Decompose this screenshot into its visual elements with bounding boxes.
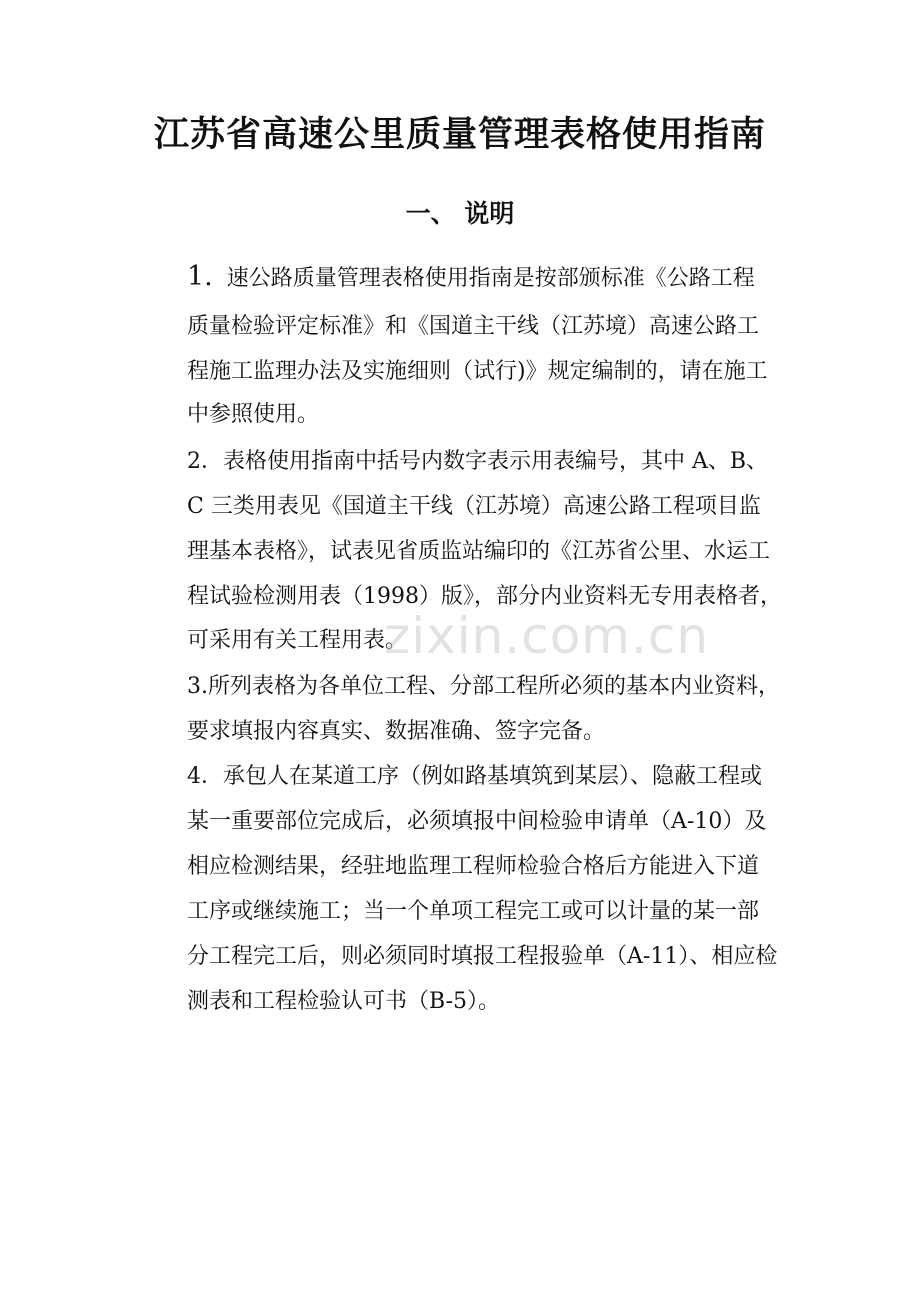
item1-line-4: 中参照使用。 (187, 402, 320, 427)
item2-line-5: 可采用有关工程用表。 (187, 628, 408, 653)
item2-line-3: 理基本表格》，试表见省质监站编印的《江苏省公里、水运工 (187, 539, 771, 564)
item4-line-6: 测表和工程检验认可书（B-5）。 (187, 989, 501, 1014)
item1-line-1: 1. 速公路质量管理表格使用指南是按部颁标准《公路工程 (187, 261, 755, 292)
item1-line-3: 程施工监理办法及实施细则（试行)》规定编制的，请在施工 (187, 359, 768, 384)
item1-number: 1. (187, 261, 213, 292)
section-heading: 一、 说明 (405, 199, 515, 228)
item2-line-4: 程试验检测用表（1998）版》，部分内业资料无专用表格者， (187, 584, 782, 609)
item4-line-5: 分工程完工后，则必须同时填报工程报验单（A-11）、相应检 (187, 944, 778, 969)
item2-line-1: 2．表格使用指南中括号内数字表示用表编号，其中 A、B、 (187, 449, 769, 474)
watermark: zixin.com.cn (384, 607, 710, 665)
item4-line-2: 某一重要部位完成后，必须填报中间检验申请单（A-10）及 (187, 809, 767, 834)
item3-line-2: 要求填报内容真实、数据准确、签字完备。 (187, 719, 606, 744)
item4-line-4: 工序或继续施工；当一个单项工程完工或可以计量的某一部 (187, 899, 760, 924)
document-title: 江苏省高速公里质量管理表格使用指南 (153, 114, 766, 155)
item2-line-2: C 三类用表见《国道主干线（江苏境）高速公路工程项目监 (187, 494, 761, 519)
item3-line-1: 3.所列表格为各单位工程、分部工程所必须的基本内业资料， (187, 674, 780, 699)
item4-line-3: 相应检测结果，经驻地监理工程师检验合格后方能进入下道 (187, 854, 760, 879)
item4-line-1: 4．承包人在某道工序（例如路基填筑到某层）、隐蔽工程或 (187, 764, 762, 789)
item1-line-2: 质量检验评定标准》和《国道主干线（江苏境）高速公路工 (187, 314, 760, 339)
